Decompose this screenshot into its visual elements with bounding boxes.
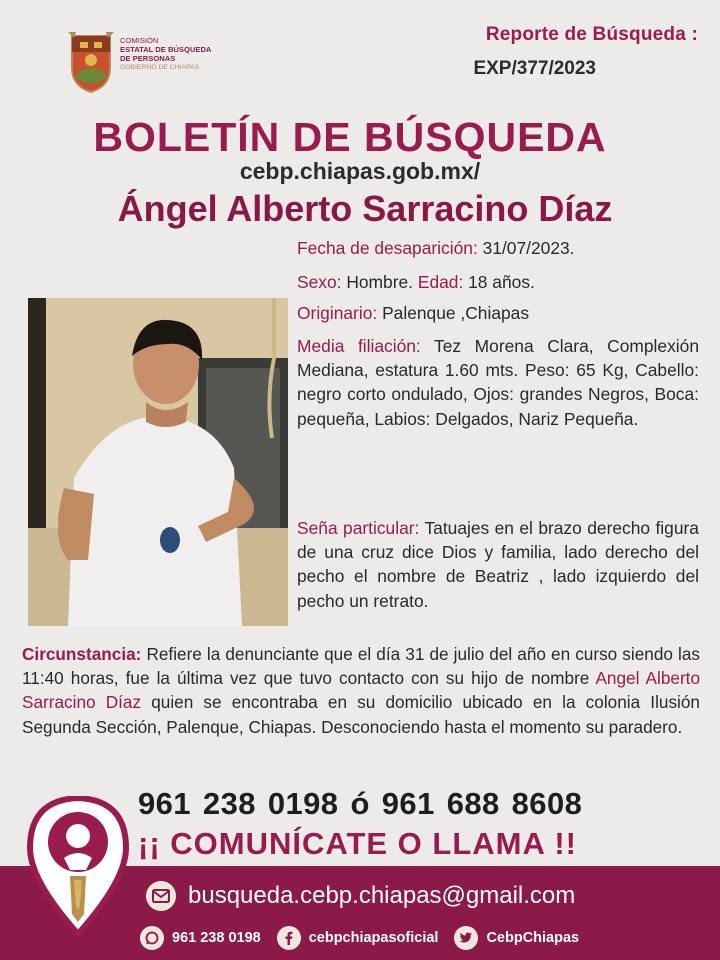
missing-person-photo	[28, 298, 288, 626]
disappearance-date-value: 31/07/2023.	[477, 238, 575, 258]
physical-description-value: Tez Morena Clara, Complexión Mediana, estatura 1.60 mts. Peso: 65 Kg, Cabello: negro corto ondulado, Ojos: grandes Negros, Boca: pequeña, Labios: Delgados, Nariz Pequeña.	[297, 336, 699, 429]
circumstance-person-name: Angel Alberto Sarracino Díaz	[22, 668, 701, 713]
twitter-handle[interactable]: CebpChiapas	[486, 930, 580, 946]
missing-person-name: Ángel Alberto Sarracino Díaz	[117, 188, 613, 229]
whatsapp-icon	[140, 926, 164, 950]
report-label: Reporte de Búsqueda :	[485, 24, 698, 45]
social-links	[140, 924, 595, 952]
origin	[297, 301, 699, 325]
email-icon	[146, 881, 176, 911]
circumstance-paragraph	[22, 642, 700, 739]
circumstance-text-end: quien se encontraba en su domicilio ubicado en la colonia Ilusión Segunda Sección, Palenque, Chiapas. Desconociendo hasta el momento su paradero.	[22, 692, 700, 737]
facebook-link[interactable]	[277, 926, 439, 950]
logo-line: ESTATAL DE BÚSQUEDA	[120, 45, 212, 54]
location-pin-person-icon	[26, 796, 130, 936]
disappearance-date-label: Fecha de desaparición:	[297, 238, 478, 258]
report-number: EXP/377/2023	[473, 58, 596, 79]
distinguishing-marks-value: Tatuajes en el brazo derecho figura de una cruz dice Dios y familia, lado derecho del pecho el nombre de Beatriz , lado izquierdo del pecho un retrato.	[297, 518, 699, 611]
contact-phones[interactable]: 961 238 0198 ó 961 688 8608	[138, 786, 583, 821]
bulletin-url: cebp.chiapas.gob.mx/	[239, 158, 481, 184]
sex-label: Sexo:	[297, 272, 342, 292]
twitter-icon	[454, 926, 478, 950]
whatsapp-number[interactable]: 961 238 0198	[172, 930, 261, 946]
logo-line: COMISIÓN	[120, 36, 159, 45]
circumstance-text: Refiere la denunciante que el día 31 de julio del año en curso siendo las 11:40 horas, fue la última vez que tuvo contacto con su hijo de nombre	[22, 644, 700, 689]
logo-line: GOBIERNO DE CHIAPAS	[120, 64, 200, 71]
facebook-icon	[277, 926, 301, 950]
whatsapp-link[interactable]	[140, 926, 261, 950]
circumstance-label: Circunstancia:	[22, 644, 142, 664]
sex-age	[297, 270, 699, 294]
age-value: 18 años.	[463, 272, 535, 292]
agency-logo-text	[120, 36, 260, 72]
email-address[interactable]: busqueda.cebp.chiapas@gmail.com	[188, 882, 576, 909]
sex-value: Hombre.	[341, 272, 418, 292]
logo-line: DE PERSONAS	[120, 54, 176, 63]
call-to-action: ¡¡ COMUNÍCATE O LLAMA !!	[138, 826, 577, 861]
physical-description-label: Media filiación:	[297, 336, 421, 356]
twitter-link[interactable]	[454, 926, 579, 950]
origin-label: Originario:	[297, 303, 378, 323]
bulletin-title: BOLETÍN DE BÚSQUEDA	[93, 114, 607, 160]
age-label: Edad:	[417, 272, 464, 292]
distinguishing-marks-label: Seña particular:	[297, 518, 420, 538]
origin-value: Palenque ,Chiapas	[377, 303, 530, 323]
distinguishing-marks	[297, 516, 699, 613]
email-contact[interactable]	[146, 878, 575, 914]
coat-of-arms-icon	[66, 28, 116, 94]
physical-description	[297, 334, 699, 431]
disappearance-date	[297, 236, 699, 260]
facebook-handle[interactable]: cebpchiapasoficial	[308, 930, 439, 946]
